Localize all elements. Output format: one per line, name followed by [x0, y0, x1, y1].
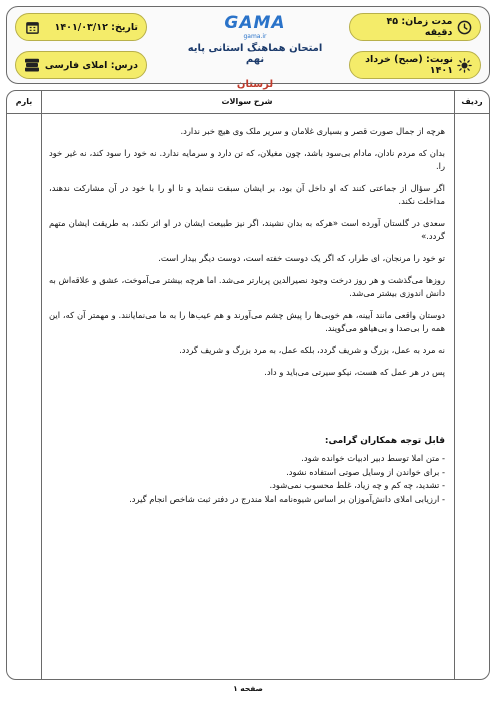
calendar-icon [24, 19, 40, 35]
shift-pill [349, 51, 481, 79]
duration-pill [349, 13, 481, 41]
note-item: - ارزیابی املای دانش‌آموزان بر اساس شیوه‌نامه املا مندرج در دفتر ثبت شاخص انجام گیرد. [129, 493, 445, 504]
logo-subtext: gama.ir [243, 33, 267, 40]
lesson-label: درس: املای فارسی [44, 59, 138, 71]
dictation-paragraph: پس در هر عمل که هست، نیکو سیرتی می‌باید و داد. [264, 367, 445, 377]
duration-label: مدت زمان: ۴۵ دقیقه [386, 16, 453, 38]
province-name: لرستان [236, 79, 274, 90]
exam-title: امتحان هماهنگ استانی پایه نهم [187, 43, 323, 65]
questions-table [6, 90, 490, 680]
page-number: صفحه ۱ [233, 684, 263, 693]
dictation-paragraph: تو خود را مرنجان، ای طرار، که اگر یک دوست خفته است، دوست دیگر بیدار است. [158, 253, 445, 263]
date-label: تاریخ: ۱۴۰۱/۰۳/۱۲ [54, 21, 138, 33]
dictation-paragraph: بدان که مردم نادان، مادام بی‌سود باشد، چون مغیلان، که تن دارد و سرمایه ندارد. نه خود را سود کند، نه غیر خود را. [49, 148, 445, 171]
dictation-paragraph: نه مرد به عمل، بزرگ و شریف گردد، بلکه عمل، به مرد بزرگ و شریف گردد. [179, 345, 445, 355]
note-item: - متن املا توسط دبیر ادبیات خوانده شود. [301, 453, 445, 463]
date-pill [15, 13, 147, 41]
column-header-description [49, 95, 445, 109]
note-item: - تشدید، چه کم و چه زیاد، غلط محسوب نمی‌شود. [269, 480, 445, 490]
question-content [49, 125, 445, 506]
logo-text: GAMA [224, 13, 286, 33]
dictation-paragraph: هرچه از جمال صورت قصر و بسیاری غلامان و سریر ملک وی هیچ خبر ندارد. [180, 126, 445, 136]
exam-header [6, 6, 490, 90]
column-header-rownum: ردیف [461, 97, 483, 106]
books-icon [24, 57, 40, 73]
lesson-pill [15, 51, 147, 79]
shift-label: نوبت: (صبح) خرداد ۱۴۰۱ [365, 54, 453, 76]
dictation-paragraph: روزها می‌گذشت و هر روز درخت وجود نصیرالدین پربارتر می‌شد. اما هرچه بیشتر می‌آموخت، عشق و علاقه‌اش به دانش اندوزی بیشتر می‌شد. [49, 275, 445, 298]
column-header-score: بارم [15, 97, 33, 106]
header-divider [7, 113, 489, 114]
note-item: - برای خواندن از وسایل صوتی استفاده نشود. [286, 466, 445, 477]
notes-title: قابل توجه همکاران گرامی: [324, 436, 445, 446]
sun-icon [457, 57, 472, 73]
dictation-paragraph: اگر سؤال از جماعتی کنند که او داخل آن بود، بر ایشان سبقت ننماید و تا او را با خود در آن مشارکت ندهند، مداخلت نکند. [49, 183, 445, 206]
clock-icon [456, 19, 472, 35]
logo-area [177, 13, 333, 90]
column-divider-right [454, 91, 455, 679]
column-header-description-label: شرح سوالات [221, 97, 273, 106]
dictation-paragraph: سعدی در گلستان آورده است «هرکه به بدان نشیند، اگر نیز طبیعت ایشان در او اثر نکند، به طریقت ایشان متهم گردد.» [49, 218, 445, 241]
column-divider-left [41, 91, 42, 679]
dictation-paragraph: دوستان واقعی مانند آیینه، هم خوبی‌ها را پیش چشم می‌آورند و هم عیب‌ها را به ما می‌نمایانند. و مهمتر آن که، این همه را بی‌صدا و بی‌هیاهو می‌گویند. [49, 310, 445, 333]
gama-logo [209, 13, 301, 41]
